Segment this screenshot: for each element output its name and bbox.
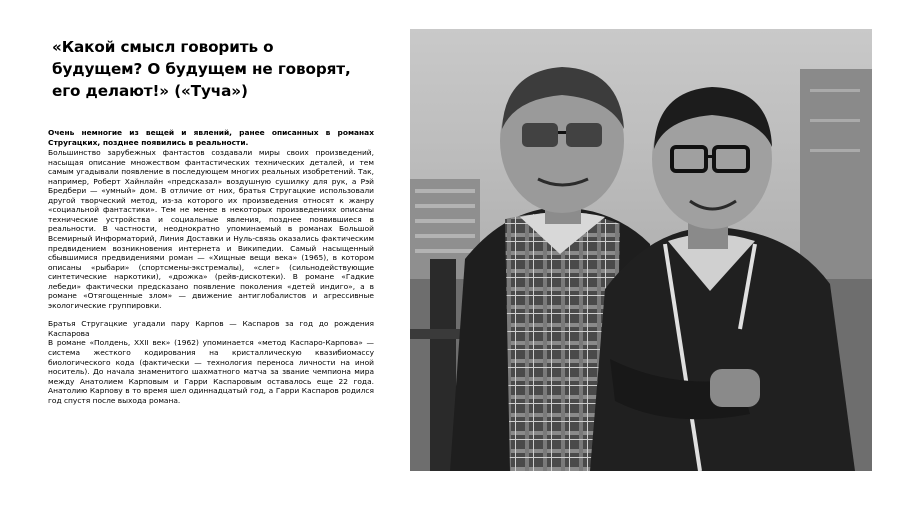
slide-title: «Какой смысл говорить о будущем? О будущем не говорят, его делают!» («Туча») — [52, 38, 351, 100]
article-text — [48, 128, 374, 405]
photo-strugatsky-brothers — [410, 29, 872, 471]
body-paragraph: В романе «Полдень, XXII век» (1962) упоминается «метод Каспаро-Карпова» — система жесткого кодирования на кристаллическую квазибиомассу биологического кода (фактически — технология переноса личности на иной носитель). До начала знаменитого шахматного матча за звание чемпиона мира между Анатолием Карповым и Гарри Каспаровым оставалось еще 22 года. Анатолию Карпову в то время шел одиннадцатый год, а Гарри Каспаров родился год спустя после выхода романа. — [48, 338, 374, 405]
body-paragraph: Большинство зарубежных фантастов создавали миры своих произведений, насыщая описание множеством фантастических технических деталей, и тем самым угадывали появление в последующем многих реальных изобретений. Так, например, Роберт Хайнлайн «предсказал» воздушную сушилку для рук, а Рэй Бредбери — «умный» дом. В отличие от них, братья Стругацкие использовали другой творческий метод, из-за которого их произведения относят к жанру «социальной фантастики». Тем не менее в некоторых произведениях описаны технические устройства и социальные явления, позднее появившиеся в реальности. В частности, неоднократно упоминаемый в романах Большой Всемирный Информаторий, Линия Доставки и Нуль-связь оказались фактическим предвидением возникновения интернета и Википедии. Самый насыщенный сбывшимися предвидениями роман — «Хищные вещи века» (1965), в котором описаны «рыбари» (спортсмены-экстремалы), «слег» (сильнодействующие синтетические наркотики), «дрожка» (рейв-дискотеки). В романе «Гадкие лебеди» фактически предсказано появление поколения «детей индиго», а в романе «Отягощенные злом» — движение антиглобалистов и агрессивные экологические группировки. — [48, 148, 374, 310]
subheading-paragraph: Братья Стругацкие угадали пару Карпов — Каспаров за год до рождения Каспарова — [48, 319, 374, 338]
intro-paragraph: Очень немногие из вещей и явлений, ранее описанных в романах Стругацких, позднее появились в реальности. — [48, 128, 374, 147]
